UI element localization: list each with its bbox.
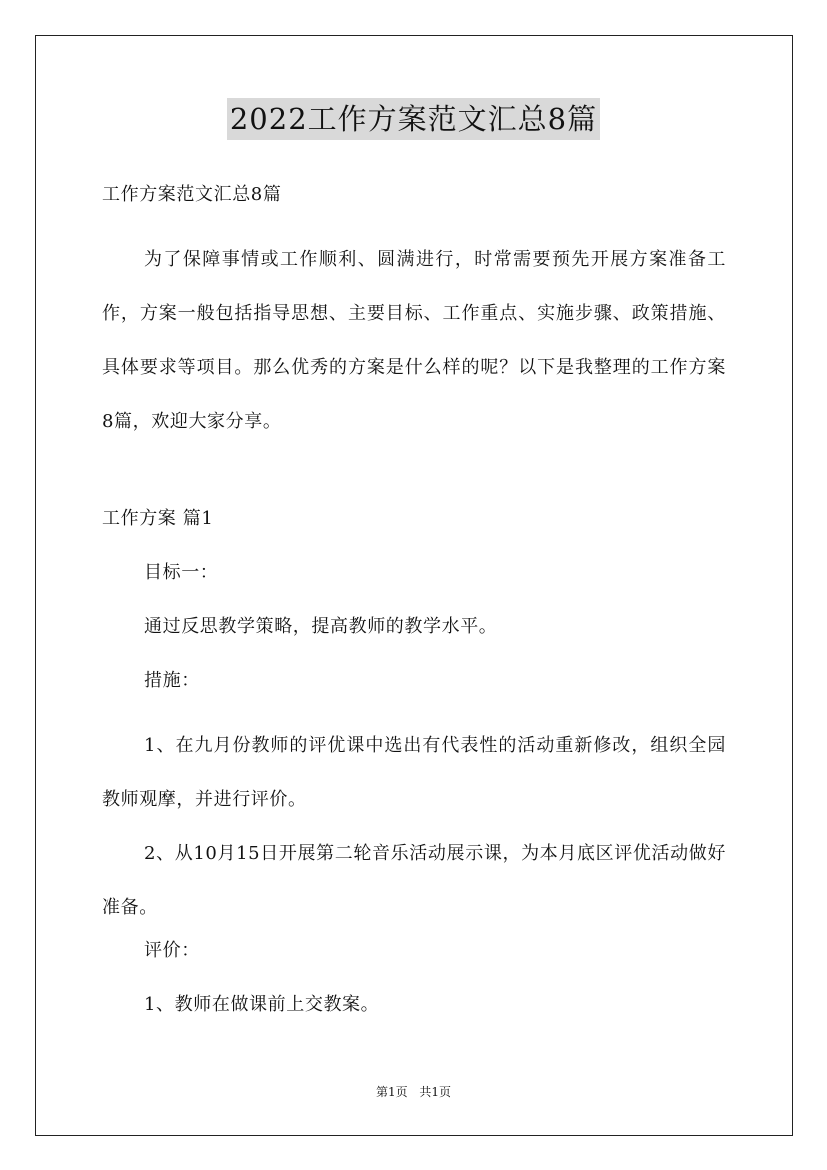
evaluation-item-1: 1、教师在做课前上交教案。 [144, 994, 380, 1015]
document-title: 2022工作方案范文汇总8篇 [227, 98, 600, 140]
evaluation-label: 评价： [144, 940, 200, 961]
measure-item-2: 2、从10月15日开展第二轮音乐活动展示课，为本月底区评优活动做好准备。 [102, 843, 726, 918]
title-container [0, 98, 827, 140]
measure-item-1: 1、在九月份教师的评优课中选出有代表性的活动重新修改，组织全园教师观摩，并进行评价。 [102, 735, 726, 810]
intro-paragraph: 为了保障事情或工作顺利、圆满进行，时常需要预先开展方案准备工作，方案一般包括指导思想、主要目标、工作重点、实施步骤、政策措施、具体要求等项目。那么优秀的方案是什么样的呢？以下是我整理的工作方案8篇，欢迎大家分享。 [102, 249, 726, 432]
section-heading: 工作方案 篇1 [102, 508, 214, 529]
measures-label: 措施： [144, 670, 200, 691]
page-number: 第1页 [375, 1085, 408, 1099]
page-footer [0, 1084, 827, 1100]
goal-text: 通过反思教学策略，提高教师的教学水平。 [144, 616, 498, 637]
page-total: 共1页 [419, 1085, 452, 1099]
document-subtitle: 工作方案范文汇总8篇 [102, 184, 282, 205]
goal-label: 目标一： [144, 562, 219, 583]
